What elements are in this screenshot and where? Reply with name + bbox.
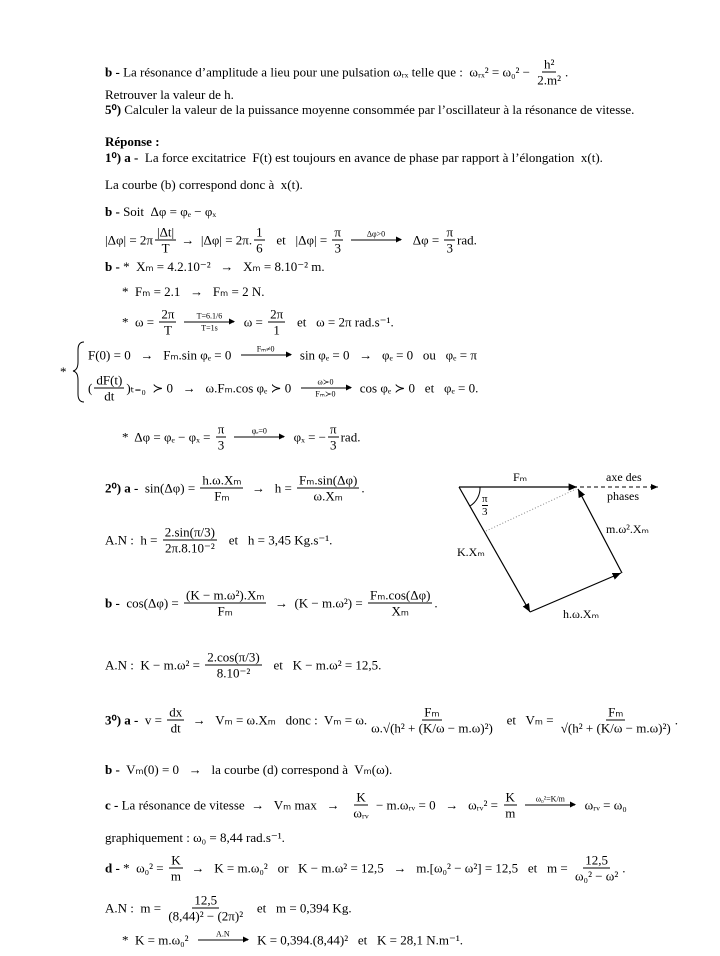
text: ( — [88, 380, 93, 395]
label: 5⁰) — [105, 102, 125, 117]
text: . — [361, 480, 365, 495]
numerator: K — [171, 852, 181, 868]
text: * K = m.ω₀² — [122, 932, 192, 947]
label: 3⁰) a - — [105, 712, 142, 727]
label: 2⁰) a - — [105, 480, 142, 495]
text: → (K − m.ω²) = — [268, 595, 366, 610]
numerator: 2.sin(π/3) — [164, 524, 215, 540]
label-axis-2: phases — [607, 489, 639, 503]
text: . — [674, 712, 678, 727]
text: Δφ = — [406, 232, 443, 247]
text: → |Δφ| = 2π. — [178, 232, 253, 247]
text: rad. — [457, 232, 477, 247]
arrow-condition: T=6.1/6 — [196, 311, 223, 321]
text: et ω = 2π rad.s⁻¹. — [287, 314, 394, 329]
text: La résonance d’amplitude a lieu pour une pulsation ωᵣₓ telle que : ωᵣₓ² = ω₀² − — [123, 64, 534, 79]
angle-num: π — [482, 493, 488, 505]
text: → Vₘ = ω.Xₘ donc : Vₘ = ω. — [186, 712, 368, 727]
denominator: √(h² + (K/ω − m.ω)²) — [560, 720, 671, 736]
numerator: 1 — [256, 224, 263, 240]
numerator: π — [334, 224, 341, 240]
text: rad. — [340, 429, 361, 444]
label-mw2x: m.ω².Xₘ — [606, 522, 649, 536]
text: A.N : K − m.ω² = — [105, 657, 204, 672]
denominator: dt — [170, 720, 181, 736]
numerator: h² — [543, 56, 555, 72]
numerator: π — [217, 421, 225, 437]
arrow-condition-below: Fₘ≻0 — [315, 389, 336, 399]
text: ω = — [240, 314, 267, 329]
denominator: ωᵣᵥ — [353, 805, 369, 821]
label-fm: Fₘ — [513, 470, 528, 484]
arrow-condition: ω≻0 — [317, 377, 334, 387]
numerator: h.ω.Xₘ — [202, 472, 242, 488]
numerator: dx — [169, 704, 183, 720]
denominator: 3 — [217, 437, 225, 453]
text: et h = 3,45 Kg.s⁻¹. — [219, 532, 333, 547]
text: cos(Δφ) = — [123, 595, 182, 610]
text: → K = m.ω₀² or K − m.ω² = 12,5 → m.[ω₀² − ω²] = 12,5 et m = — [185, 860, 571, 875]
numerator: Fₘ.sin(Δφ) — [299, 472, 358, 488]
text: La force excitatrice F(t) est toujours en avance de phase par rapport à l’élongation x(t). — [141, 150, 603, 165]
text: * Xₘ = 4.2.10⁻² → Xₘ = 8.10⁻² m. — [123, 259, 325, 274]
angle-arc — [470, 487, 480, 506]
angle-den: 3 — [482, 506, 488, 518]
numerator: |Δt| — [156, 224, 175, 240]
text: * — [60, 364, 67, 379]
text: v = — [141, 712, 166, 727]
text: A.N : m = — [105, 900, 165, 915]
text: φₓ = − — [290, 429, 327, 444]
text: cos φₑ ≻ 0 et φₑ = 0. — [356, 380, 479, 395]
text: et |Δφ| = — [266, 232, 331, 247]
text: * ω₀² = — [123, 860, 167, 875]
denominator: 3 — [334, 240, 341, 256]
text: A.N : h = — [105, 532, 161, 547]
numerator: Fₘ — [608, 704, 624, 720]
label: b - — [105, 595, 124, 610]
numerator: K — [505, 789, 515, 805]
arrow-condition: φₑ=0 — [251, 426, 267, 436]
dotted-guide — [486, 489, 576, 531]
text: sin φₑ = 0 → φₑ = 0 ou φₑ = π — [296, 347, 477, 362]
denominator: 2.m² — [537, 72, 562, 88]
label: b - — [105, 259, 124, 274]
text: Calculer la valeur de la puissance moyenne consommée par l’oscillateur à la résonance de vitesse. — [124, 102, 635, 117]
denominator: ω₀² − ω² — [574, 868, 619, 884]
numerator: 12,5 — [585, 852, 608, 868]
text: Soit Δφ = φₑ − φₓ — [123, 204, 217, 219]
label-axis: axe des — [606, 470, 642, 484]
label-hwx: h.ω.Xₘ — [563, 607, 600, 621]
denominator: 8.10⁻² — [216, 665, 251, 681]
denominator: (8,44)² − (2π)² — [168, 908, 244, 924]
denominator: 3 — [330, 437, 337, 453]
denominator: Fₘ — [214, 488, 230, 504]
numerator: 2π — [161, 306, 175, 322]
label: b - — [105, 762, 124, 777]
text: K = 0,394.(8,44)² et K = 28,1 N.m⁻¹. — [253, 932, 463, 947]
numerator: π — [330, 421, 337, 437]
denominator: ω.Xₘ — [313, 488, 343, 504]
text: F(0) = 0 → Fₘ.sin φₑ = 0 — [88, 347, 235, 362]
label-kx: K.Xₘ — [457, 545, 485, 559]
text: . — [565, 64, 569, 79]
text: La courbe (b) correspond donc à x(t). — [105, 177, 303, 192]
numerator: 2π — [270, 306, 284, 322]
denominator: 3 — [446, 240, 453, 256]
denominator: 2π.8.10⁻² — [164, 540, 215, 556]
arrow-condition: A.N — [216, 929, 230, 939]
text: . — [434, 595, 438, 610]
text: * Fₘ = 2.1 → Fₘ = 2 N. — [122, 284, 265, 299]
numerator: 2.cos(π/3) — [207, 649, 260, 665]
label: Réponse : — [105, 134, 160, 149]
arrow-condition: Δφ>0 — [366, 229, 386, 239]
numerator: Fₘ — [424, 704, 440, 720]
text: et Vₘ = — [496, 712, 557, 727]
numerator: (K − m.ω²).Xₘ — [186, 587, 265, 603]
arrow-condition: ω₀²=K/m — [535, 794, 565, 804]
label: c - — [105, 797, 122, 812]
denominator: T — [163, 322, 172, 338]
text: )ₜ₌₀ ≻ 0 → ω.Fₘ.cos φₑ ≻ 0 — [126, 380, 295, 395]
denominator: 1 — [273, 322, 280, 338]
text: Retrouver la valeur de h. — [105, 87, 234, 102]
text: et m = 0,394 Kg. — [247, 900, 352, 915]
denominator: 6 — [256, 240, 263, 256]
label: b - — [105, 64, 124, 79]
text: * ω = — [122, 314, 158, 329]
label: b - — [105, 204, 124, 219]
text: . — [622, 860, 626, 875]
numerator: π — [446, 224, 454, 240]
text: sin(Δφ) = — [141, 480, 199, 495]
arrow-condition-below: T=1s — [201, 323, 218, 333]
denominator: ω.√(h² + (K/ω − m.ω)²) — [371, 720, 493, 736]
text: ωᵣᵥ = ω₀ — [581, 797, 627, 812]
label: 1⁰) a - — [105, 150, 142, 165]
denominator: m — [170, 868, 182, 884]
label: d - — [105, 860, 124, 875]
denominator: Fₘ — [217, 603, 233, 619]
numerator: dF(t) — [96, 372, 123, 388]
text: et K − m.ω² = 12,5. — [263, 657, 382, 672]
numerator: Fₘ.cos(Δφ) — [369, 587, 431, 603]
numerator: K — [356, 789, 366, 805]
denominator: Xₘ — [391, 603, 409, 619]
denominator: m — [505, 805, 516, 821]
text: graphiquement : ω₀ = 8,44 rad.s⁻¹. — [105, 830, 285, 845]
numerator: 12,5 — [194, 892, 218, 908]
text: Vₘ(0) = 0 → la courbe (d) correspond à Vₘ(ω). — [123, 762, 393, 777]
text: La résonance de vitesse → Vₘ max → — [121, 797, 350, 812]
text: → h = — [245, 480, 296, 495]
denominator: dt — [104, 388, 115, 404]
text: |Δφ| = 2π — [105, 232, 153, 247]
arrow-condition: Fₘ≠0 — [256, 344, 275, 354]
label-angle — [482, 493, 488, 518]
denominator: T — [161, 240, 170, 256]
text: * Δφ = φₑ − φₓ = — [122, 429, 214, 444]
text: − m.ωᵣᵥ = 0 → ωᵣᵥ² = — [372, 797, 502, 812]
